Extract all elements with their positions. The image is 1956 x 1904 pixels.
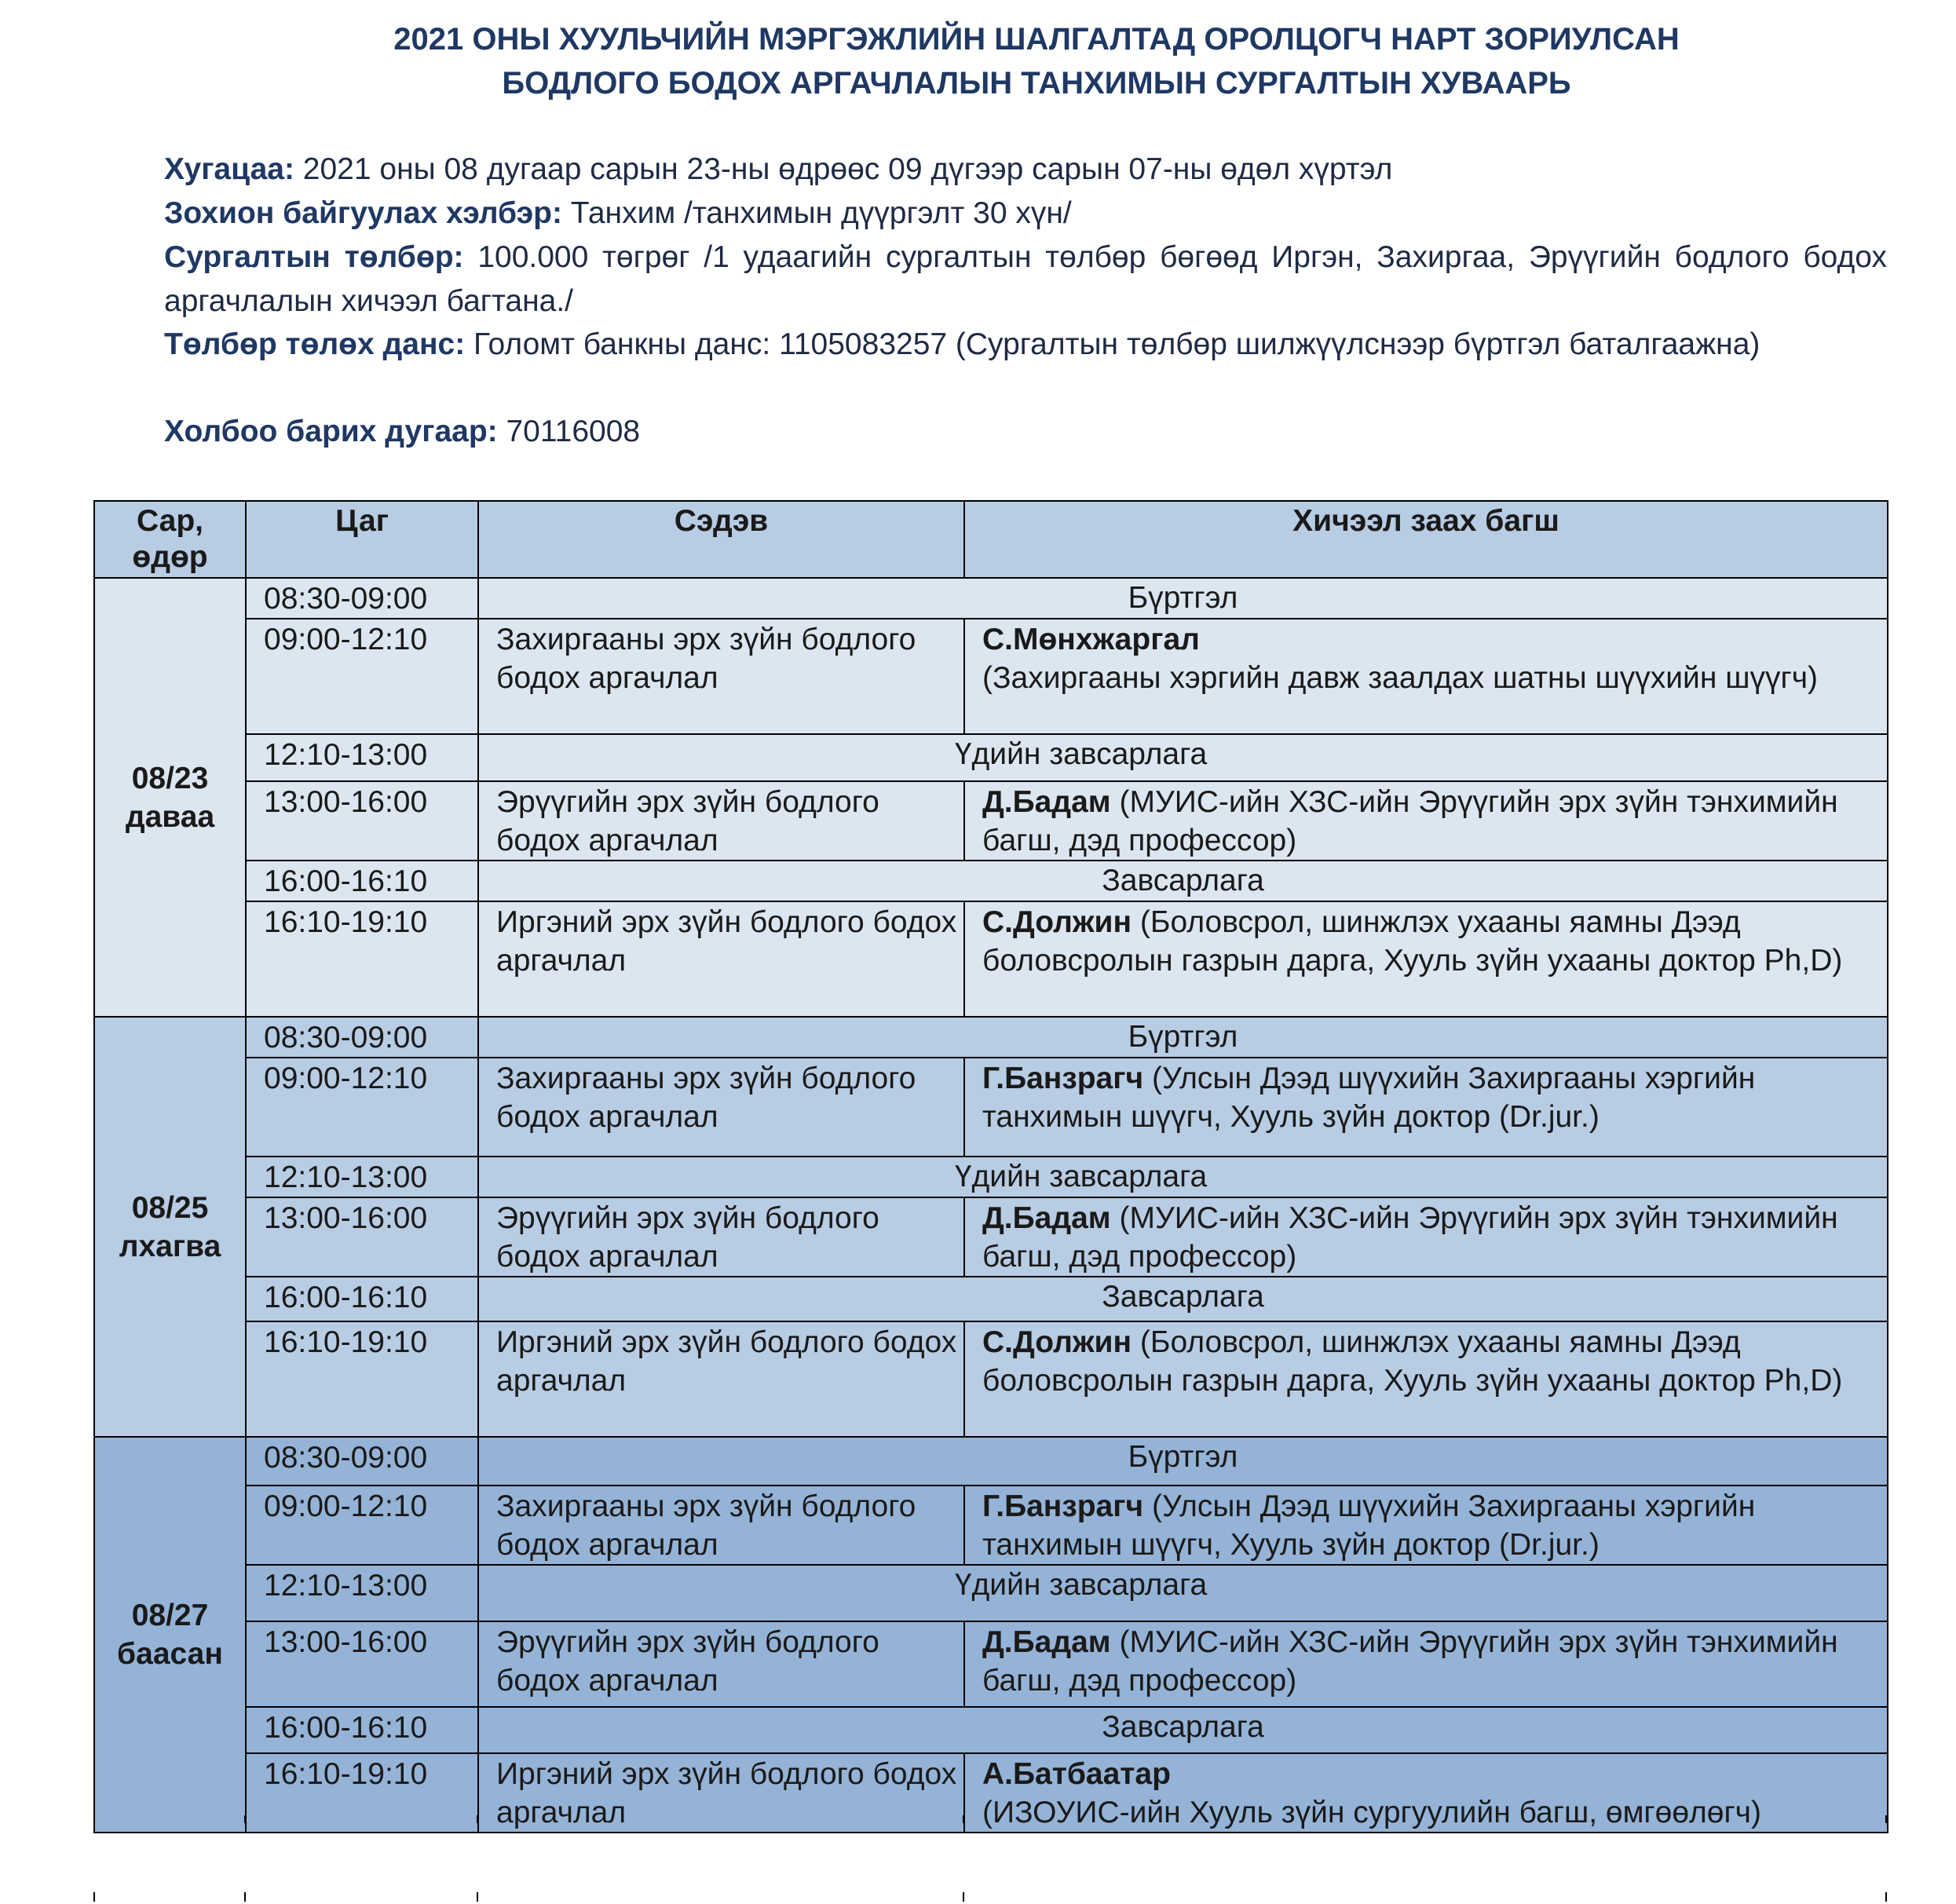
table-row xyxy=(94,578,1888,619)
table-row xyxy=(94,1707,1888,1753)
time-cell: 12:10-13:00 xyxy=(246,734,478,781)
info-account xyxy=(164,323,1887,367)
teacher-desc: (МУИС-ийн ХЗС-ийн Эрүүгийн эрх зүйн тэнхимийн багш, дэд профессор) xyxy=(982,1201,1838,1274)
teacher-name: Г.Банзрагч xyxy=(982,1489,1144,1523)
table-continuation-mark xyxy=(244,1892,246,1902)
table-row xyxy=(94,1157,1888,1197)
day-cell xyxy=(94,1017,246,1437)
topic-cell: Захиргааны эрх зүйн бодлого бодох аргачлал xyxy=(478,1486,964,1565)
table-row xyxy=(94,1058,1888,1157)
topic-cell: Захиргааны эрх зүйн бодлого бодох аргачлал xyxy=(478,1058,964,1157)
topic-cell: Эрүүгийн эрх зүйн бодлого бодох аргачлал xyxy=(478,1197,964,1277)
teacher-cell xyxy=(964,1486,1888,1565)
info-format-value: Танхим /танхимын дүүргэлт 30 хүн/ xyxy=(561,196,1072,230)
table-continuation-mark xyxy=(963,1892,964,1902)
table-row xyxy=(94,1486,1888,1565)
table-continuation-mark xyxy=(477,1815,478,1823)
info-duration-label: Хугацаа: xyxy=(164,152,294,186)
info-contact-label: Холбоо барих дугаар: xyxy=(164,415,498,448)
teacher-desc: (Боловсрол, шинжлэх ухааны яамны Дээд боловсролын газрын дарга, Хууль зүйн ухааны доктор Ph,D) xyxy=(982,905,1843,978)
span-cell: Завсарлага xyxy=(478,1707,1888,1753)
teacher-desc: (Захиргааны хэргийн давж заалдах шатны шүүхийн шүүгч) xyxy=(982,661,1819,695)
time-cell: 13:00-16:00 xyxy=(246,1621,478,1707)
topic-cell: Иргэний эрх зүйн бодлого бодох аргачлал xyxy=(478,1753,964,1833)
teacher-name: Г.Банзрагч xyxy=(982,1062,1144,1095)
schedule-table xyxy=(93,500,1888,1833)
info-fee-value: 100.000 төгрөг /1 удаагийн сургалтын төлбөр бөгөөд Иргэн, Захиргаа, Эрүүгийн бодлого бодох аргачлалын хичээл багтана./ xyxy=(164,240,1888,318)
table-continuation-mark xyxy=(1885,1815,1887,1823)
info-contact xyxy=(164,410,1887,454)
time-cell: 16:10-19:10 xyxy=(246,901,478,1017)
table-row xyxy=(94,1321,1888,1437)
time-cell: 08:30-09:00 xyxy=(246,1437,478,1486)
topic-cell: Эрүүгийн эрх зүйн бодлого бодох аргачлал xyxy=(478,781,964,861)
table-row xyxy=(94,1437,1888,1486)
document-title-line-1: 2021 ОНЫ ХУУЛЬЧИЙН МЭРГЭЖЛИЙН ШАЛГАЛТАД ОРОЛЦОГЧ НАРТ ЗОРИУЛСАН xyxy=(393,22,1680,57)
table-continuation-mark xyxy=(93,1815,95,1823)
table-row xyxy=(94,861,1888,901)
span-cell: Бүртгэл xyxy=(478,1437,1888,1486)
time-cell: 09:00-12:10 xyxy=(246,1486,478,1565)
info-account-value: Голомт банкны данс: 1105083257 (Сургалтын төлбөр шилжүүлснээр бүртгэл баталгаажна) xyxy=(465,327,1760,361)
header-topic: Сэдэв xyxy=(478,501,964,578)
day-group-1 xyxy=(94,578,1888,1017)
time-cell: 08:30-09:00 xyxy=(246,578,478,619)
info-format xyxy=(164,192,1887,236)
span-cell: Завсарлага xyxy=(478,861,1888,901)
time-cell: 16:00-16:10 xyxy=(246,1277,478,1321)
table-row xyxy=(94,1565,1888,1621)
topic-cell: Захиргааны эрх зүйн бодлого бодох аргачлал xyxy=(478,619,964,734)
table-continuation-mark xyxy=(1885,1892,1887,1902)
header-time: Цаг xyxy=(246,501,478,578)
table-continuation-mark xyxy=(93,1892,95,1902)
teacher-cell xyxy=(964,901,1888,1017)
table-row xyxy=(94,1621,1888,1707)
document-title-line-2: БОДЛОГО БОДОХ АРГАЧЛАЛЫН ТАНХИМЫН СУРГАЛТЫН ХУВААРЬ xyxy=(502,66,1571,100)
teacher-name: Д.Бадам xyxy=(982,785,1111,819)
table-row xyxy=(94,1753,1888,1833)
time-cell: 16:10-19:10 xyxy=(246,1753,478,1833)
time-cell: 16:10-19:10 xyxy=(246,1321,478,1437)
day-date: 08/27 xyxy=(131,1599,209,1632)
time-cell: 09:00-12:10 xyxy=(246,619,478,734)
topic-cell: Иргэний эрх зүйн бодлого бодох аргачлал xyxy=(478,901,964,1017)
teacher-desc: (МУИС-ийн ХЗС-ийн Эрүүгийн эрх зүйн тэнхимийн багш, дэд профессор) xyxy=(982,785,1838,857)
teacher-cell xyxy=(964,1753,1888,1833)
header-date: Сар, өдөр xyxy=(94,501,246,578)
teacher-desc: (МУИС-ийн ХЗС-ийн Эрүүгийн эрх зүйн тэнхимийн багш, дэд профессор) xyxy=(982,1625,1838,1698)
table-row xyxy=(94,1197,1888,1277)
table-row xyxy=(94,1277,1888,1321)
teacher-cell xyxy=(964,781,1888,861)
teacher-desc: (Улсын Дээд шүүхийн Захиргааны хэргийн танхимын шүүгч, Хууль зүйн доктор (Dr.jur.) xyxy=(982,1489,1756,1562)
table-continuation-mark xyxy=(963,1815,964,1823)
day-weekday: баасан xyxy=(117,1637,223,1671)
day-cell xyxy=(94,1437,246,1833)
day-date: 08/23 xyxy=(131,761,209,795)
teacher-cell xyxy=(964,1058,1888,1157)
info-fee-label: Сургалтын төлбөр: xyxy=(164,240,464,274)
teacher-name: С.Мөнхжаргал xyxy=(982,623,1200,656)
topic-cell: Иргэний эрх зүйн бодлого бодох аргачлал xyxy=(478,1321,964,1437)
teacher-name: А.Батбаатар xyxy=(982,1757,1171,1791)
time-cell: 16:00-16:10 xyxy=(246,1707,478,1753)
time-cell: 16:00-16:10 xyxy=(246,861,478,901)
teacher-desc: (Улсын Дээд шүүхийн Захиргааны хэргийн танхимын шүүгч, Хууль зүйн доктор (Dr.jur.) xyxy=(982,1062,1756,1134)
time-cell: 13:00-16:00 xyxy=(246,1197,478,1277)
table-continuation-mark xyxy=(477,1892,478,1902)
day-weekday: лхагва xyxy=(119,1229,221,1263)
time-cell: 12:10-13:00 xyxy=(246,1565,478,1621)
day-date: 08/25 xyxy=(131,1190,209,1225)
table-row xyxy=(94,901,1888,1017)
day-group-3 xyxy=(94,1437,1888,1833)
teacher-cell xyxy=(964,1621,1888,1707)
table-row xyxy=(94,619,1888,734)
span-cell: Үдийн завсарлага xyxy=(478,734,1888,781)
info-contact-value: 70116008 xyxy=(497,415,641,448)
day-weekday: даваа xyxy=(125,799,215,834)
time-cell: 12:10-13:00 xyxy=(246,1157,478,1197)
info-fee xyxy=(164,236,1887,323)
info-duration xyxy=(164,148,1887,192)
teacher-cell xyxy=(964,619,1888,734)
info-account-label: Төлбөр төлөх данс: xyxy=(164,327,466,361)
day-group-2 xyxy=(94,1017,1888,1437)
info-format-label: Зохион байгуулах хэлбэр: xyxy=(164,196,562,230)
day-cell xyxy=(94,578,246,1017)
teacher-name: С.Должин xyxy=(982,1325,1132,1359)
time-cell: 09:00-12:10 xyxy=(246,1058,478,1157)
teacher-desc: (ИЗОУИС-ийн Хууль зүйн сургуулийн багш, өмгөөлөгч) xyxy=(982,1796,1761,1829)
teacher-name: Д.Бадам xyxy=(982,1201,1111,1235)
time-cell: 13:00-16:00 xyxy=(246,781,478,861)
teacher-cell xyxy=(964,1321,1888,1437)
table-row xyxy=(94,734,1888,781)
teacher-desc: (Боловсрол, шинжлэх ухааны яамны Дээд боловсролын газрын дарга, Хууль зүйн ухааны доктор Ph,D) xyxy=(982,1325,1843,1398)
teacher-name: С.Должин xyxy=(982,905,1132,939)
table-row xyxy=(94,781,1888,861)
time-cell: 08:30-09:00 xyxy=(246,1017,478,1058)
teacher-cell xyxy=(964,1197,1888,1277)
teacher-name: Д.Бадам xyxy=(982,1625,1111,1659)
info-duration-value: 2021 оны 08 дугаар сарын 23-ны өдрөөс 09 дүгээр сарын 07-ны өдөл хүртэл xyxy=(294,152,1393,186)
table-continuation-mark xyxy=(244,1815,246,1823)
header-teacher: Хичээл заах багш xyxy=(964,501,1888,578)
span-cell: Үдийн завсарлага xyxy=(478,1157,1888,1197)
span-cell: Үдийн завсарлага xyxy=(478,1565,1888,1621)
span-cell: Бүртгэл xyxy=(478,578,1888,619)
table-header-row xyxy=(94,501,1888,578)
table-row xyxy=(94,1017,1888,1058)
span-cell: Бүртгэл xyxy=(478,1017,1888,1058)
topic-cell: Эрүүгийн эрх зүйн бодлого бодох аргачлал xyxy=(478,1621,964,1707)
span-cell: Завсарлага xyxy=(478,1277,1888,1321)
